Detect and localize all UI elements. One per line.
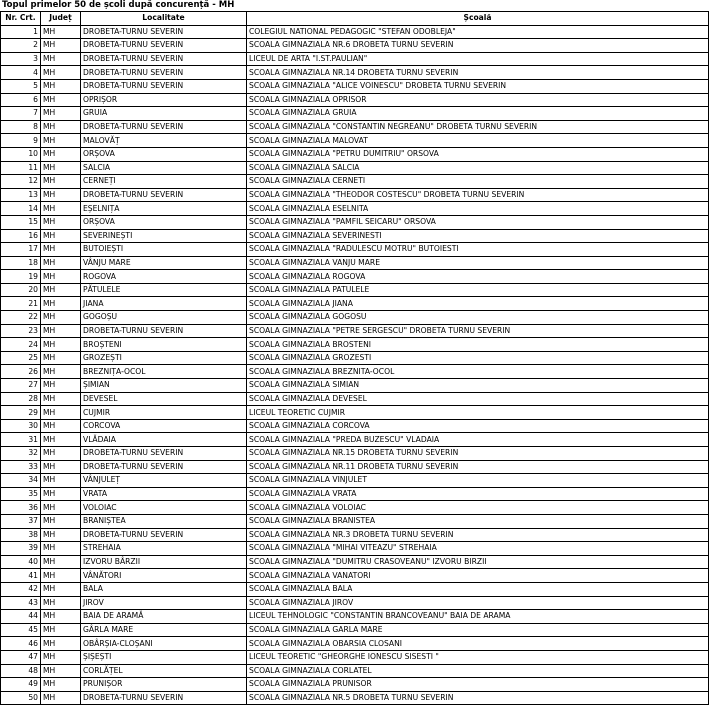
cell-judet: MH [41,487,81,501]
cell-localitate: BAIA DE ARAMĂ [81,610,247,624]
cell-localitate: BREZNIȚA-OCOL [81,365,247,379]
table-row [1,433,709,447]
cell-nr-crt: 24 [1,338,41,352]
cell-scoala: SCOALA GIMNAZIALA "PETRE SERGESCU" DROBETA TURNU SEVERIN [247,324,709,338]
cell-judet: MH [41,433,81,447]
cell-localitate: DROBETA-TURNU SEVERIN [81,120,247,134]
table-row [1,365,709,379]
cell-localitate: ROGOVA [81,270,247,284]
cell-localitate: DROBETA-TURNU SEVERIN [81,460,247,474]
table-row [1,447,709,461]
cell-scoala: SCOALA GIMNAZIALA NR.5 DROBETA TURNU SEVERIN [247,691,709,705]
cell-scoala: SCOALA GIMNAZIALA "RADULESCU MOTRU" BUTOIESTI [247,243,709,257]
cell-localitate: DEVESEL [81,392,247,406]
cell-nr-crt: 6 [1,93,41,107]
header-row [1,12,709,26]
table-row [1,528,709,542]
cell-localitate: CORLĂȚEL [81,664,247,678]
cell-judet: MH [41,501,81,515]
cell-nr-crt: 10 [1,147,41,161]
cell-scoala: SCOALA GIMNAZIALA VANJU MARE [247,256,709,270]
table-row [1,474,709,488]
table-row [1,256,709,270]
cell-localitate: DROBETA-TURNU SEVERIN [81,691,247,705]
cell-judet: MH [41,365,81,379]
table-row [1,691,709,705]
cell-localitate: VÂNJU MARE [81,256,247,270]
cell-scoala: SCOALA GIMNAZIALA VRATA [247,487,709,501]
cell-localitate: SALCIA [81,161,247,175]
cell-nr-crt: 5 [1,79,41,93]
cell-scoala: SCOALA GIMNAZIALA ROGOVA [247,270,709,284]
cell-scoala: SCOALA GIMNAZIALA JIROV [247,596,709,610]
cell-localitate: JIANA [81,297,247,311]
header-nr-crt: Nr. Crt. [1,12,41,26]
cell-localitate: IZVORU BÂRZII [81,555,247,569]
table-row [1,664,709,678]
cell-judet: MH [41,650,81,664]
cell-localitate: VOLOIAC [81,501,247,515]
header-localitate: Localitate [81,12,247,26]
cell-scoala: SCOALA GIMNAZIALA BROSTENI [247,338,709,352]
cell-scoala: SCOALA GIMNAZIALA MALOVAT [247,134,709,148]
cell-judet: MH [41,678,81,692]
table-row [1,39,709,53]
table-row [1,324,709,338]
table-row [1,542,709,556]
cell-nr-crt: 49 [1,678,41,692]
cell-nr-crt: 28 [1,392,41,406]
cell-nr-crt: 8 [1,120,41,134]
table-row [1,66,709,80]
cell-scoala: SCOALA GIMNAZIALA OBARSIA CLOSANI [247,637,709,651]
cell-judet: MH [41,147,81,161]
cell-scoala: SCOALA GIMNAZIALA NR.15 DROBETA TURNU SEVERIN [247,447,709,461]
cell-localitate: BRANIȘTEA [81,514,247,528]
cell-scoala: SCOALA GIMNAZIALA "THEODOR COSTESCU" DROBETA TURNU SEVERIN [247,188,709,202]
cell-judet: MH [41,52,81,66]
cell-scoala: SCOALA GIMNAZIALA ESELNITA [247,202,709,216]
cell-judet: MH [41,188,81,202]
cell-localitate: VÂNJULEȚ [81,474,247,488]
cell-localitate: VLĂDAIA [81,433,247,447]
table-row [1,419,709,433]
cell-localitate: ȘIMIAN [81,379,247,393]
cell-nr-crt: 16 [1,229,41,243]
table-row [1,610,709,624]
cell-localitate: ORȘOVA [81,215,247,229]
table-row [1,134,709,148]
cell-nr-crt: 47 [1,650,41,664]
cell-nr-crt: 20 [1,283,41,297]
cell-nr-crt: 46 [1,637,41,651]
cell-judet: MH [41,66,81,80]
table-row [1,215,709,229]
cell-judet: MH [41,447,81,461]
cell-judet: MH [41,664,81,678]
cell-nr-crt: 36 [1,501,41,515]
cell-judet: MH [41,623,81,637]
cell-judet: MH [41,582,81,596]
table-row [1,311,709,325]
cell-judet: MH [41,528,81,542]
cell-scoala: SCOALA GIMNAZIALA "ALICE VOINESCU" DROBETA TURNU SEVERIN [247,79,709,93]
cell-localitate: OBÂRȘIA-CLOȘANI [81,637,247,651]
cell-judet: MH [41,596,81,610]
cell-judet: MH [41,569,81,583]
cell-nr-crt: 9 [1,134,41,148]
cell-nr-crt: 41 [1,569,41,583]
cell-scoala: SCOALA GIMNAZIALA NR.6 DROBETA TURNU SEVERIN [247,39,709,53]
cell-scoala: SCOALA GIMNAZIALA "PAMFIL SEICARU" ORSOVA [247,215,709,229]
table-row [1,52,709,66]
table-row [1,379,709,393]
cell-localitate: DROBETA-TURNU SEVERIN [81,528,247,542]
cell-nr-crt: 7 [1,107,41,121]
cell-scoala: SCOALA GIMNAZIALA BALA [247,582,709,596]
cell-nr-crt: 30 [1,419,41,433]
cell-judet: MH [41,256,81,270]
cell-scoala: SCOALA GIMNAZIALA PRUNISOR [247,678,709,692]
cell-localitate: ȘIȘEȘTI [81,650,247,664]
cell-nr-crt: 15 [1,215,41,229]
cell-nr-crt: 27 [1,379,41,393]
cell-judet: MH [41,215,81,229]
cell-nr-crt: 50 [1,691,41,705]
cell-judet: MH [41,297,81,311]
cell-scoala: SCOALA GIMNAZIALA VOLOIAC [247,501,709,515]
cell-judet: MH [41,175,81,189]
cell-nr-crt: 2 [1,39,41,53]
cell-nr-crt: 39 [1,542,41,556]
cell-judet: MH [41,338,81,352]
cell-scoala: SCOALA GIMNAZIALA "PREDA BUZESCU" VLADAIA [247,433,709,447]
table-row [1,107,709,121]
table-row [1,270,709,284]
cell-judet: MH [41,555,81,569]
table-row [1,582,709,596]
cell-judet: MH [41,25,81,39]
cell-judet: MH [41,324,81,338]
cell-localitate: BROȘTENI [81,338,247,352]
cell-scoala: LICEUL TEORETIC "GHEORGHE IONESCU SISESTI " [247,650,709,664]
table-row [1,202,709,216]
cell-nr-crt: 44 [1,610,41,624]
schools-table [0,11,709,705]
cell-nr-crt: 4 [1,66,41,80]
cell-localitate: DROBETA-TURNU SEVERIN [81,39,247,53]
header-scoala: Școală [247,12,709,26]
table-row [1,188,709,202]
table-row [1,297,709,311]
cell-nr-crt: 19 [1,270,41,284]
cell-scoala: COLEGIUL NATIONAL PEDAGOGIC "STEFAN ODOBLEJA" [247,25,709,39]
cell-nr-crt: 13 [1,188,41,202]
cell-localitate: CORCOVA [81,419,247,433]
cell-scoala: LICEUL DE ARTA "I.ST.PAULIAN" [247,52,709,66]
cell-localitate: DROBETA-TURNU SEVERIN [81,66,247,80]
table-row [1,93,709,107]
cell-judet: MH [41,134,81,148]
cell-judet: MH [41,39,81,53]
cell-judet: MH [41,283,81,297]
cell-judet: MH [41,93,81,107]
cell-nr-crt: 17 [1,243,41,257]
header-judet: Județ [41,12,81,26]
table-row [1,392,709,406]
cell-scoala: LICEUL TEORETIC CUJMIR [247,406,709,420]
cell-scoala: SCOALA GIMNAZIALA SEVERINESTI [247,229,709,243]
table-row [1,120,709,134]
cell-localitate: GOGOȘU [81,311,247,325]
cell-nr-crt: 31 [1,433,41,447]
cell-judet: MH [41,610,81,624]
cell-nr-crt: 1 [1,25,41,39]
cell-scoala: SCOALA GIMNAZIALA CORLATEL [247,664,709,678]
cell-localitate: BUTOIEȘTI [81,243,247,257]
cell-scoala: SCOALA GIMNAZIALA CORCOVA [247,419,709,433]
cell-judet: MH [41,514,81,528]
cell-localitate: SEVERINEȘTI [81,229,247,243]
cell-nr-crt: 26 [1,365,41,379]
cell-scoala: SCOALA GIMNAZIALA CERNETI [247,175,709,189]
cell-localitate: DROBETA-TURNU SEVERIN [81,447,247,461]
table-row [1,501,709,515]
table-row [1,229,709,243]
table-row [1,460,709,474]
cell-scoala: SCOALA GIMNAZIALA VINJULET [247,474,709,488]
cell-judet: MH [41,202,81,216]
table-row [1,25,709,39]
cell-judet: MH [41,229,81,243]
cell-judet: MH [41,691,81,705]
cell-scoala: SCOALA GIMNAZIALA "CONSTANTIN NEGREANU" DROBETA TURNU SEVERIN [247,120,709,134]
cell-judet: MH [41,107,81,121]
cell-judet: MH [41,243,81,257]
cell-nr-crt: 38 [1,528,41,542]
cell-scoala: SCOALA GIMNAZIALA "PETRU DUMITRIU" ORSOVA [247,147,709,161]
cell-judet: MH [41,637,81,651]
cell-scoala: SCOALA GIMNAZIALA NR.14 DROBETA TURNU SEVERIN [247,66,709,80]
table-row [1,623,709,637]
cell-judet: MH [41,79,81,93]
cell-scoala: SCOALA GIMNAZIALA GARLA MARE [247,623,709,637]
cell-nr-crt: 40 [1,555,41,569]
cell-localitate: BALA [81,582,247,596]
cell-nr-crt: 34 [1,474,41,488]
cell-judet: MH [41,311,81,325]
table-row [1,175,709,189]
table-row [1,338,709,352]
cell-judet: MH [41,392,81,406]
cell-scoala: SCOALA GIMNAZIALA BREZNITA-OCOL [247,365,709,379]
cell-nr-crt: 11 [1,161,41,175]
cell-localitate: DROBETA-TURNU SEVERIN [81,79,247,93]
cell-localitate: GÂRLA MARE [81,623,247,637]
cell-localitate: ORȘOVA [81,147,247,161]
cell-judet: MH [41,379,81,393]
cell-scoala: SCOALA GIMNAZIALA "MIHAI VITEAZU" STREHAIA [247,542,709,556]
cell-localitate: CUJMIR [81,406,247,420]
cell-judet: MH [41,351,81,365]
table-row [1,650,709,664]
cell-scoala: SCOALA GIMNAZIALA SALCIA [247,161,709,175]
cell-nr-crt: 12 [1,175,41,189]
cell-nr-crt: 33 [1,460,41,474]
cell-nr-crt: 14 [1,202,41,216]
table-row [1,514,709,528]
cell-scoala: SCOALA GIMNAZIALA GROZESTI [247,351,709,365]
cell-localitate: CERNEȚI [81,175,247,189]
cell-nr-crt: 25 [1,351,41,365]
table-row [1,243,709,257]
table-row [1,555,709,569]
cell-localitate: PRUNIȘOR [81,678,247,692]
cell-scoala: SCOALA GIMNAZIALA VANATORI [247,569,709,583]
cell-localitate: GROZEȘTI [81,351,247,365]
cell-nr-crt: 32 [1,447,41,461]
cell-judet: MH [41,406,81,420]
cell-judet: MH [41,270,81,284]
cell-localitate: DROBETA-TURNU SEVERIN [81,324,247,338]
cell-localitate: MALOVĂȚ [81,134,247,148]
table-row [1,351,709,365]
cell-scoala: SCOALA GIMNAZIALA "DUMITRU CRASOVEANU" IZVORU BIRZII [247,555,709,569]
cell-localitate: DROBETA-TURNU SEVERIN [81,25,247,39]
cell-scoala: SCOALA GIMNAZIALA GOGOSU [247,311,709,325]
cell-nr-crt: 23 [1,324,41,338]
cell-judet: MH [41,120,81,134]
cell-scoala: SCOALA GIMNAZIALA SIMIAN [247,379,709,393]
cell-judet: MH [41,460,81,474]
table-row [1,596,709,610]
cell-localitate: VRATA [81,487,247,501]
cell-scoala: SCOALA GIMNAZIALA GRUIA [247,107,709,121]
cell-nr-crt: 3 [1,52,41,66]
table-row [1,569,709,583]
table-row [1,406,709,420]
cell-nr-crt: 37 [1,514,41,528]
cell-nr-crt: 42 [1,582,41,596]
cell-scoala: SCOALA GIMNAZIALA NR.3 DROBETA TURNU SEVERIN [247,528,709,542]
cell-localitate: VÂNĂTORI [81,569,247,583]
cell-localitate: STREHAIA [81,542,247,556]
cell-scoala: SCOALA GIMNAZIALA PATULELE [247,283,709,297]
cell-scoala: SCOALA GIMNAZIALA NR.11 DROBETA TURNU SEVERIN [247,460,709,474]
cell-localitate: JIROV [81,596,247,610]
table-row [1,147,709,161]
table-row [1,487,709,501]
cell-localitate: DROBETA-TURNU SEVERIN [81,52,247,66]
table-row [1,678,709,692]
cell-scoala: SCOALA GIMNAZIALA OPRISOR [247,93,709,107]
cell-localitate: GRUIA [81,107,247,121]
cell-localitate: PĂTULELE [81,283,247,297]
cell-judet: MH [41,419,81,433]
cell-localitate: DROBETA-TURNU SEVERIN [81,188,247,202]
cell-nr-crt: 35 [1,487,41,501]
cell-nr-crt: 43 [1,596,41,610]
table-row [1,161,709,175]
cell-nr-crt: 45 [1,623,41,637]
sheet-title: Topul primelor 50 de școli după concurență - MH [2,0,235,10]
cell-nr-crt: 48 [1,664,41,678]
cell-judet: MH [41,161,81,175]
cell-nr-crt: 18 [1,256,41,270]
table-row [1,283,709,297]
cell-scoala: SCOALA GIMNAZIALA BRANISTEA [247,514,709,528]
cell-nr-crt: 21 [1,297,41,311]
cell-scoala: LICEUL TEHNOLOGIC "CONSTANTIN BRANCOVEANU" BAIA DE ARAMA [247,610,709,624]
cell-localitate: OPRIȘOR [81,93,247,107]
cell-nr-crt: 29 [1,406,41,420]
cell-localitate: EȘELNIȚA [81,202,247,216]
table-row [1,79,709,93]
cell-judet: MH [41,474,81,488]
table-body [1,25,709,705]
cell-scoala: SCOALA GIMNAZIALA JIANA [247,297,709,311]
table-row [1,637,709,651]
cell-nr-crt: 22 [1,311,41,325]
cell-scoala: SCOALA GIMNAZIALA DEVESEL [247,392,709,406]
cell-judet: MH [41,542,81,556]
